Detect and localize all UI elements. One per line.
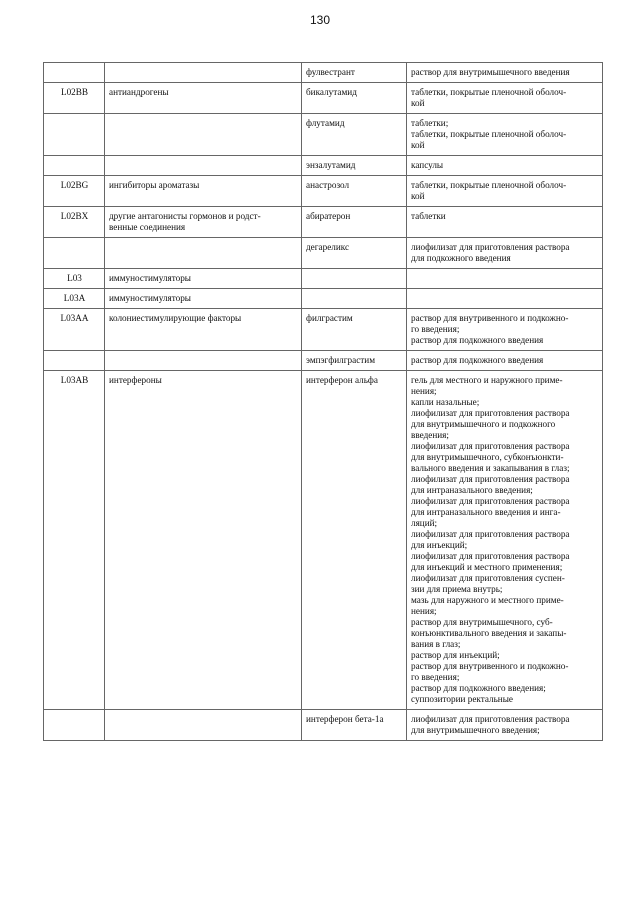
drug-cell: бикалутамид (302, 83, 407, 114)
drug-cell: интерферон альфа (302, 371, 407, 710)
table-row (44, 269, 603, 289)
group-cell (105, 63, 302, 83)
atc-code-cell: L02BX (44, 207, 105, 238)
table-row (44, 207, 603, 238)
form-cell: лиофилизат для приготовления раствора для внутримышечного введения; (407, 710, 603, 741)
table-row (44, 114, 603, 156)
group-cell (105, 156, 302, 176)
drug-table (43, 62, 603, 741)
group-cell: другие антагонисты гормонов и родст- венные соединения (105, 207, 302, 238)
group-cell: колониестимулирующие факторы (105, 309, 302, 351)
drug-cell: энзалутамид (302, 156, 407, 176)
atc-code-cell (44, 63, 105, 83)
form-cell: капсулы (407, 156, 603, 176)
form-cell: лиофилизат для приготовления раствора для подкожного введения (407, 238, 603, 269)
form-cell: раствор для внутривенного и подкожно- го введения; раствор для подкожного введения (407, 309, 603, 351)
atc-code-cell: L03A (44, 289, 105, 309)
group-cell: ингибиторы ароматазы (105, 176, 302, 207)
group-cell: иммуностимуляторы (105, 269, 302, 289)
table-row (44, 309, 603, 351)
group-cell: иммуностимуляторы (105, 289, 302, 309)
table-row (44, 83, 603, 114)
atc-code-cell (44, 238, 105, 269)
form-cell: таблетки, покрытые пленочной оболоч- кой (407, 83, 603, 114)
drug-cell: фулвестрант (302, 63, 407, 83)
atc-code-cell: L02BG (44, 176, 105, 207)
table-row (44, 63, 603, 83)
drug-cell (302, 269, 407, 289)
form-cell (407, 269, 603, 289)
drug-cell: флутамид (302, 114, 407, 156)
table-row (44, 289, 603, 309)
group-cell (105, 710, 302, 741)
drug-cell: дегареликс (302, 238, 407, 269)
form-cell: таблетки (407, 207, 603, 238)
table-row (44, 238, 603, 269)
atc-code-cell (44, 351, 105, 371)
drug-cell: филграстим (302, 309, 407, 351)
group-cell (105, 238, 302, 269)
table-row (44, 156, 603, 176)
table-body (44, 63, 603, 741)
form-cell: гель для местного и наружного приме- нения; капли назальные; лиофилизат для приготовления раствора для внутримышечного и подкожного введения; лиофилизат для приготовления раствора для внутримышечного, субконъюнкти- вального введения и закапывания в глаз; лиофилизат для приготовления раствора для интраназального введения; лиофилизат для приготовления раствора для интраназального введения и инга- ляций; лиофилизат для приготовления раствора для инъекций; лиофилизат для приготовления раствора для инъекций и местного применения; лиофилизат для приготовления суспен- зии для приема внутрь; мазь для наружного и местного приме- нения; раствор для внутримышечного, суб- конъюнктивального введения и закапы- вания в глаз; раствор для инъекций; раствор для внутривенного и подкожно- го введения; раствор для подкожного введения; суппозитории ректальные (407, 371, 603, 710)
atc-code-cell (44, 114, 105, 156)
drug-cell (302, 289, 407, 309)
form-cell: таблетки; таблетки, покрытые пленочной оболоч- кой (407, 114, 603, 156)
table-row (44, 371, 603, 710)
group-cell: интерфероны (105, 371, 302, 710)
atc-code-cell: L03AA (44, 309, 105, 351)
form-cell (407, 289, 603, 309)
drug-cell: анастрозол (302, 176, 407, 207)
drug-cell: эмпэгфилграстим (302, 351, 407, 371)
table-row (44, 710, 603, 741)
table-row (44, 176, 603, 207)
atc-code-cell (44, 710, 105, 741)
page-number: 130 (309, 13, 331, 27)
drug-cell: абиратерон (302, 207, 407, 238)
atc-code-cell (44, 156, 105, 176)
atc-code-cell: L02BB (44, 83, 105, 114)
atc-code-cell: L03AB (44, 371, 105, 710)
table-row (44, 351, 603, 371)
group-cell (105, 114, 302, 156)
atc-code-cell: L03 (44, 269, 105, 289)
form-cell: раствор для подкожного введения (407, 351, 603, 371)
form-cell: таблетки, покрытые пленочной оболоч- кой (407, 176, 603, 207)
drug-cell: интерферон бета-1a (302, 710, 407, 741)
group-cell: антиандрогены (105, 83, 302, 114)
group-cell (105, 351, 302, 371)
form-cell: раствор для внутримышечного введения (407, 63, 603, 83)
